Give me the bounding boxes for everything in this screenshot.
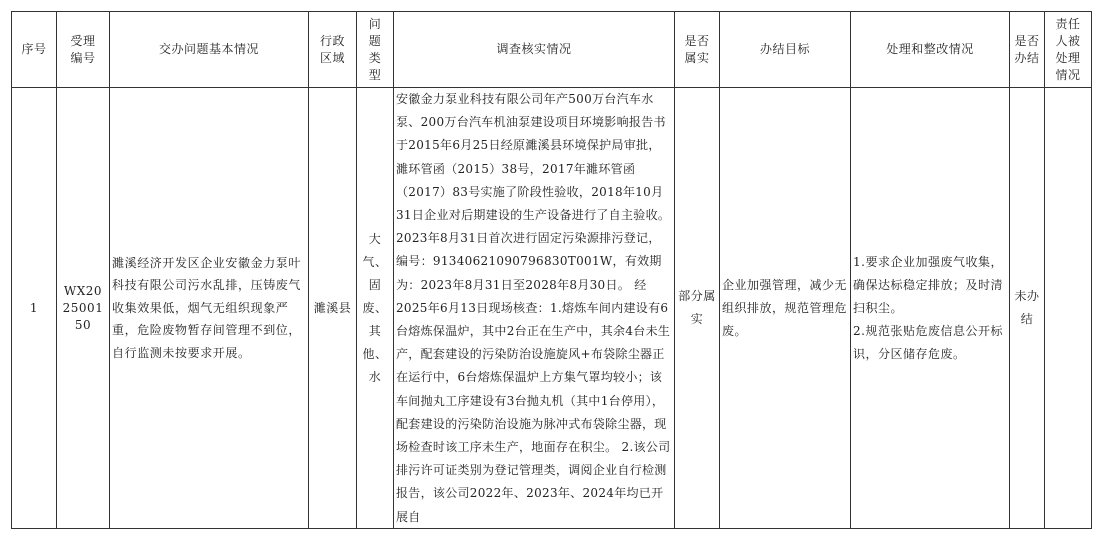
cell-handling: 1.要求企业加强废气收集，确保达标稳定排放；及时清扫积尘。 2.规范张贴危废信息公开标识，分区储存危废。 [851,88,1010,529]
header-issue: 交办问题基本情况 [110,12,309,88]
cell-type: 大气、固废、其他、水 [357,88,394,529]
cell-issue: 濉溪经济开发区企业安徽金力泵叶科技有限公司污水乱排，压铸废气收集效果低，烟气无组织现象严重，危险废物暂存间管理不到位，自行监测未按要求开展。 [110,88,309,529]
header-type: 问题类型 [357,12,394,88]
header-seq: 序号 [12,12,57,88]
investigation-text: 安徽金力泵业科技有限公司年产500万台汽车水泵、200万台汽车机油泵建设项目环境影响报告书于2015年6月25日经原濉溪县环境保护局审批，濉环管函（2015）38号，2017年濉环管函（2017）83号实施了阶段性验收，2018年10月31日企业对后期建设的生产设备进行了自主验收。2023年8月31日首次进行固定污染源排污登记，编号：91340621090796830T001W，有效期为：2023年8月31日至2028年8月30日。 经2025年6月13日现场核查：1.熔炼车间内建设有6台熔炼保温炉，其中2台正在生产中，其余4台未生产，配套建设的污染防治设施旋风+布袋除尘器正在运行中，6台熔炼保温炉上方集气罩均较小；该车间抛丸工序建设有3台抛丸机（其中1台停用），配套建设的污染防治设施为脉冲式布袋除尘器，现场检查时该工序未生产，地面存在积尘。 2.该公司排污许可证类别为登记管理类，调阅企业自行检测报告，该公司2022年、2023年、2024年均已开展自 [396,92,671,524]
header-responsible: 责任人被处理情况 [1045,12,1092,88]
cell-verified: 部分属实 [675,88,720,529]
header-case-no: 受理编号 [57,12,110,88]
cell-investigation [394,88,675,529]
header-closed: 是否办结 [1010,12,1045,88]
header-handling: 处理和整改情况 [851,12,1010,88]
cell-region: 濉溪县 [309,88,357,529]
header-target: 办结目标 [720,12,851,88]
cell-closed: 未办结 [1010,88,1045,529]
cell-target: 企业加强管理，减少无组织排放，规范管理危废。 [720,88,851,529]
cell-case-no: WX202500150 [57,88,110,529]
table-row [12,88,1092,529]
cell-seq: 1 [12,88,57,529]
header-region: 行政区域 [309,12,357,88]
complaint-table [11,11,1092,529]
cell-responsible [1045,88,1092,529]
header-investigation: 调查核实情况 [394,12,675,88]
header-verified: 是否属实 [675,12,720,88]
header-row [12,12,1092,88]
